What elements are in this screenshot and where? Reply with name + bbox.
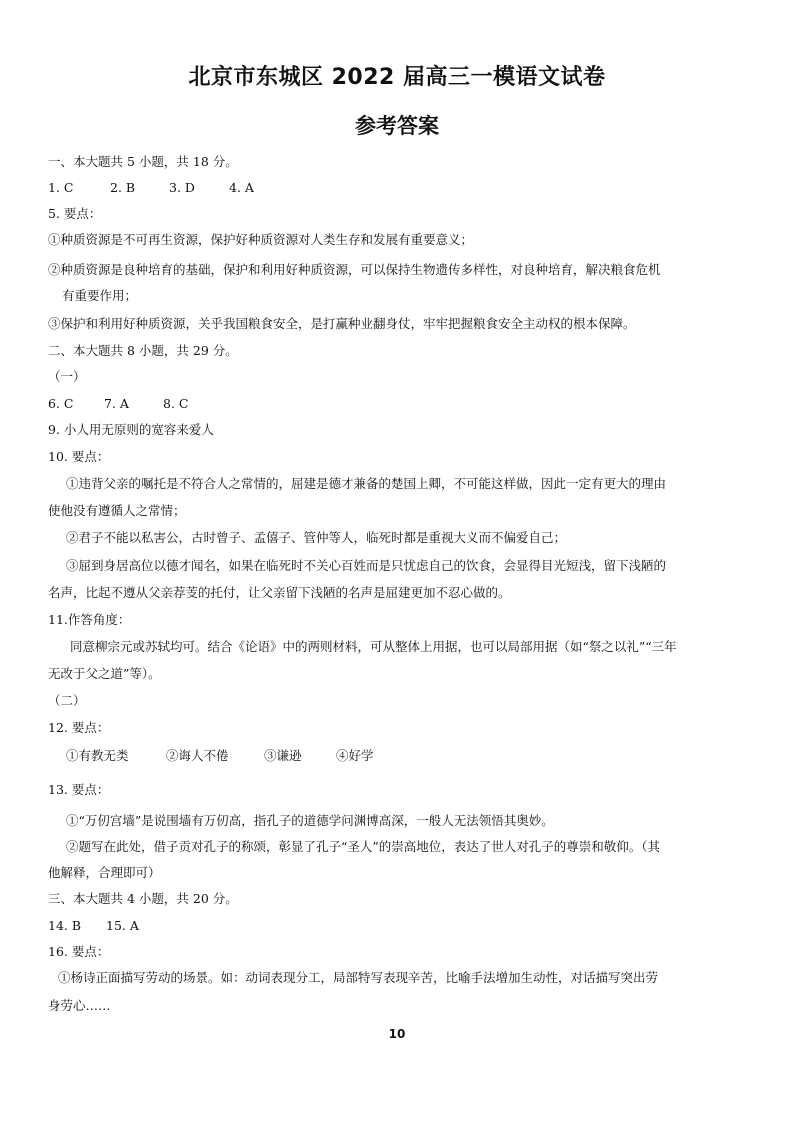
answer: 6. C	[48, 396, 74, 411]
answers-row-6-8	[48, 396, 188, 412]
answers-row-1-4	[48, 180, 254, 196]
q12-label: 12. 要点：	[48, 720, 110, 735]
part-2-label: （二）	[48, 693, 86, 708]
q12-items	[66, 748, 374, 764]
answer: 2. B	[110, 180, 136, 195]
q12-item: ②诲人不倦	[166, 748, 229, 763]
q16-line: 身劳心……	[48, 998, 111, 1013]
answers-row-14-15	[48, 918, 139, 934]
answer: 4. A	[229, 180, 254, 195]
q5-point: ③保护和利用好种质资源，关乎我国粮食安全，是打赢种业翻身仗，牢牢把握粮食安全主动权的根本保障。	[48, 316, 636, 331]
q10-label: 10. 要点：	[48, 449, 110, 464]
q10-line: 使他没有遵循人之常情；	[48, 503, 186, 518]
q5-point-cont: 有重要作用；	[62, 288, 138, 303]
q12-item: ④好学	[336, 748, 374, 763]
q12-item: ③谦逊	[264, 748, 302, 763]
section-3-heading: 三、本大题共 4 小题，共 20 分。	[48, 891, 238, 906]
answer: 8. C	[163, 396, 189, 411]
q10-line: ③屈到身居高位以德才闻名，如果在临死时不关心百姓而是只忧虑自己的饮食，会显得目光短浅，留下浅陋的	[66, 558, 667, 573]
q11-line: 同意柳宗元或苏轼均可。结合《论语》中的两则材料，可从整体上用据，也可以局部用据（如“祭之以礼”“三年	[70, 639, 677, 654]
q10-line: 名声，比起不遵从父亲荐芰的托付，让父亲留下浅陋的名声是屈建更加不忍心做的。	[48, 585, 511, 600]
answer: 1. C	[48, 180, 74, 195]
section-1-heading: 一、本大题共 5 小题，共 18 分。	[48, 154, 238, 169]
answer: 14. B	[48, 918, 82, 933]
part-1-label: （一）	[48, 369, 86, 384]
q12-item: ①有教无类	[66, 748, 129, 763]
q13-line: ①“万仞宫墙”是说围墙有万仞高，指孔子的道德学问渊博高深，一般人无法领悟其奥妙。	[66, 813, 554, 828]
q9-answer: 9. 小人用无原则的宽容来爱人	[48, 422, 214, 437]
q5-point: ①种质资源是不可再生资源，保护好种质资源对人类生存和发展有重要意义；	[48, 232, 474, 247]
q13-label: 13. 要点：	[48, 782, 110, 797]
answer: 3. D	[169, 180, 195, 195]
document-title: 北京市东城区 2022 届高三一模语文试卷	[188, 65, 606, 90]
q11-line: 无改于父之道”等）。	[48, 666, 161, 681]
q11-label: 11.作答角度：	[48, 612, 131, 627]
q16-label: 16. 要点：	[48, 944, 110, 959]
q13-line: ②题写在此处，借子贡对孔子的称颂，彰显了孔子“圣人”的崇高地位，表达了世人对孔子的尊崇和敬仰。（其	[66, 839, 661, 854]
q10-line: ②君子不能以私害公，古时曾子、孟僖子、管仲等人，临死时都是重视大义而不偏爱自己；	[66, 530, 567, 545]
q13-line: 他解释，合理即可）	[48, 865, 161, 880]
q5-point: ②种质资源是良种培育的基础，保护和利用好种质资源，可以保持生物遗传多样性，对良种培育，解决粮食危机	[48, 262, 661, 277]
answer: 15. A	[106, 918, 139, 933]
q10-line: ①违背父亲的嘱托是不符合人之常情的，屈建是德才兼备的楚国上卿，不可能这样做，因此一定有更大的理由	[66, 476, 667, 491]
q5-label: 5. 要点：	[48, 206, 102, 221]
document-subtitle: 参考答案	[355, 114, 439, 138]
page-number: 10	[388, 1027, 406, 1041]
q16-line: ①杨诗正面描写劳动的场景。如：动词表现分工，局部特写表现辛苦，比喻手法增加生动性，对话描写突出劳	[58, 970, 659, 985]
section-2-heading: 二、本大题共 8 小题，共 29 分。	[48, 343, 238, 358]
answer: 7. A	[104, 396, 129, 411]
